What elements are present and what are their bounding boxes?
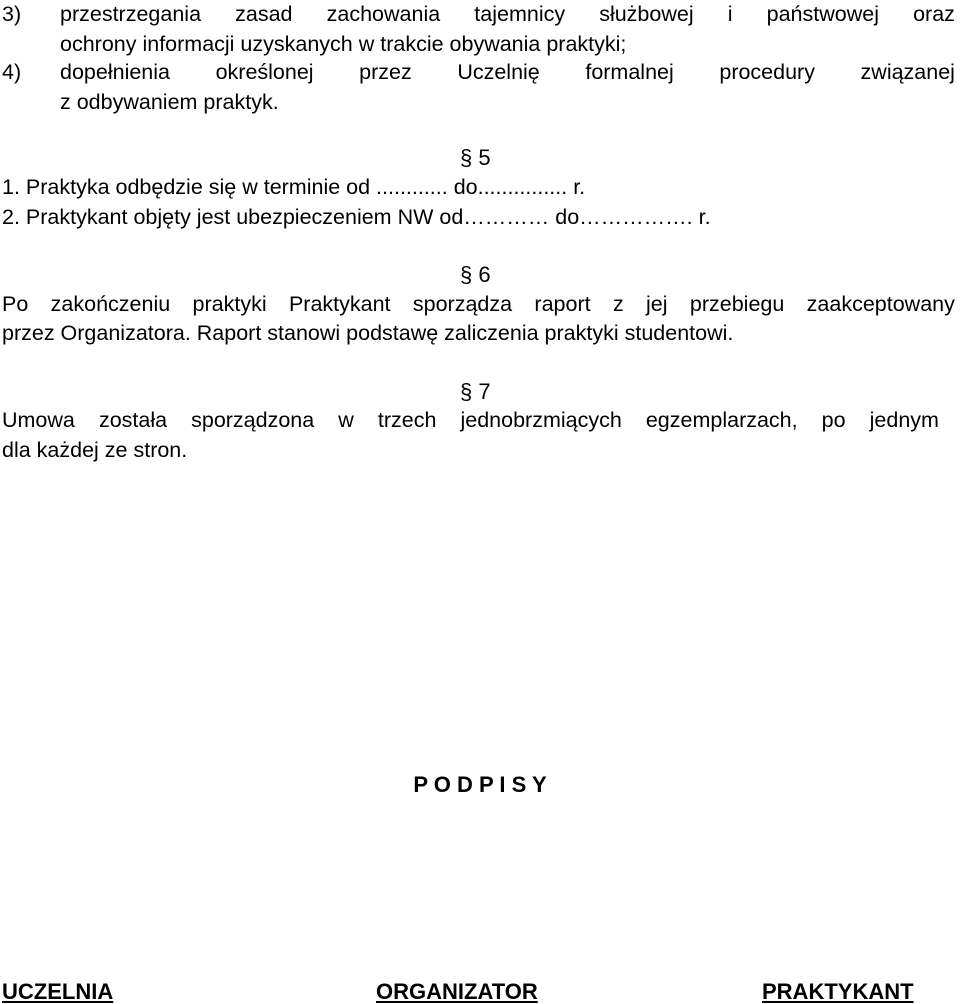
- word: służbowej: [599, 2, 694, 26]
- word: związanej: [860, 60, 955, 84]
- word: państwowej: [766, 2, 879, 26]
- item-3-line-2: ochrony informacji uzyskanych w trakcie obywania praktyki;: [60, 32, 627, 56]
- item-4-number: 4): [2, 60, 22, 84]
- section-5-line-2: 2. Praktykant objęty jest ubezpieczeniem NW od………… do……………. r.: [2, 205, 711, 229]
- section-6-heading: § 6: [460, 262, 491, 287]
- signatures-title: P O D P I S Y: [413, 772, 547, 797]
- word: dopełnienia: [60, 60, 170, 84]
- word: została: [98, 408, 168, 432]
- section-7-line-1: [2, 410, 939, 432]
- signature-uczelnia: UCZELNIA: [2, 979, 114, 1004]
- word: praktyki: [192, 292, 267, 316]
- word: raport: [534, 292, 591, 316]
- signature-praktykant: PRAKTYKANT: [762, 979, 914, 1004]
- section-7-line-2: dla każdej ze stron.: [2, 438, 188, 462]
- word: zasad: [235, 2, 293, 26]
- word: sporządza: [412, 292, 513, 316]
- signature-organizator: ORGANIZATOR: [376, 979, 538, 1004]
- section-7-heading: § 7: [460, 379, 491, 404]
- word: jednobrzmiących: [460, 408, 622, 432]
- section-5-line-1: 1. Praktyka odbędzie się w terminie od ............ do............... r.: [2, 175, 586, 199]
- word: przebiegu: [689, 292, 785, 316]
- item-4-line-2: z odbywaniem praktyk.: [60, 90, 279, 114]
- section-6-line-2: przez Organizatora. Raport stanowi podstawę zaliczenia praktyki studentowi.: [2, 321, 734, 345]
- word: Praktykant: [288, 292, 391, 316]
- word: formalnej: [585, 60, 674, 84]
- word: zaakceptowany: [806, 292, 955, 316]
- word: Uczelnię: [457, 60, 540, 84]
- word: z: [612, 292, 624, 316]
- word: egzemplarzach,: [645, 408, 798, 432]
- word: jednym: [869, 408, 939, 432]
- word: określonej: [215, 60, 314, 84]
- word: tajemnicy: [474, 2, 566, 26]
- word: Po: [2, 292, 29, 316]
- word: po: [821, 408, 846, 432]
- section-5-heading: § 5: [460, 145, 491, 170]
- word: jej: [646, 292, 668, 316]
- item-3-number: 3): [2, 2, 22, 26]
- word: Umowa: [2, 408, 75, 432]
- word: sporządzona: [191, 408, 315, 432]
- section-6-line-1: [2, 294, 955, 316]
- item-3-line-1: [60, 4, 955, 26]
- word: zakończeniu: [50, 292, 171, 316]
- word: i: [727, 2, 733, 26]
- word: oraz: [913, 2, 955, 26]
- word: przestrzegania: [60, 2, 202, 26]
- item-4-line-1: [60, 62, 955, 84]
- word: w: [338, 408, 354, 432]
- word: trzech: [377, 408, 437, 432]
- word: przez: [359, 60, 412, 84]
- word: procedury: [719, 60, 815, 84]
- word: zachowania: [326, 2, 441, 26]
